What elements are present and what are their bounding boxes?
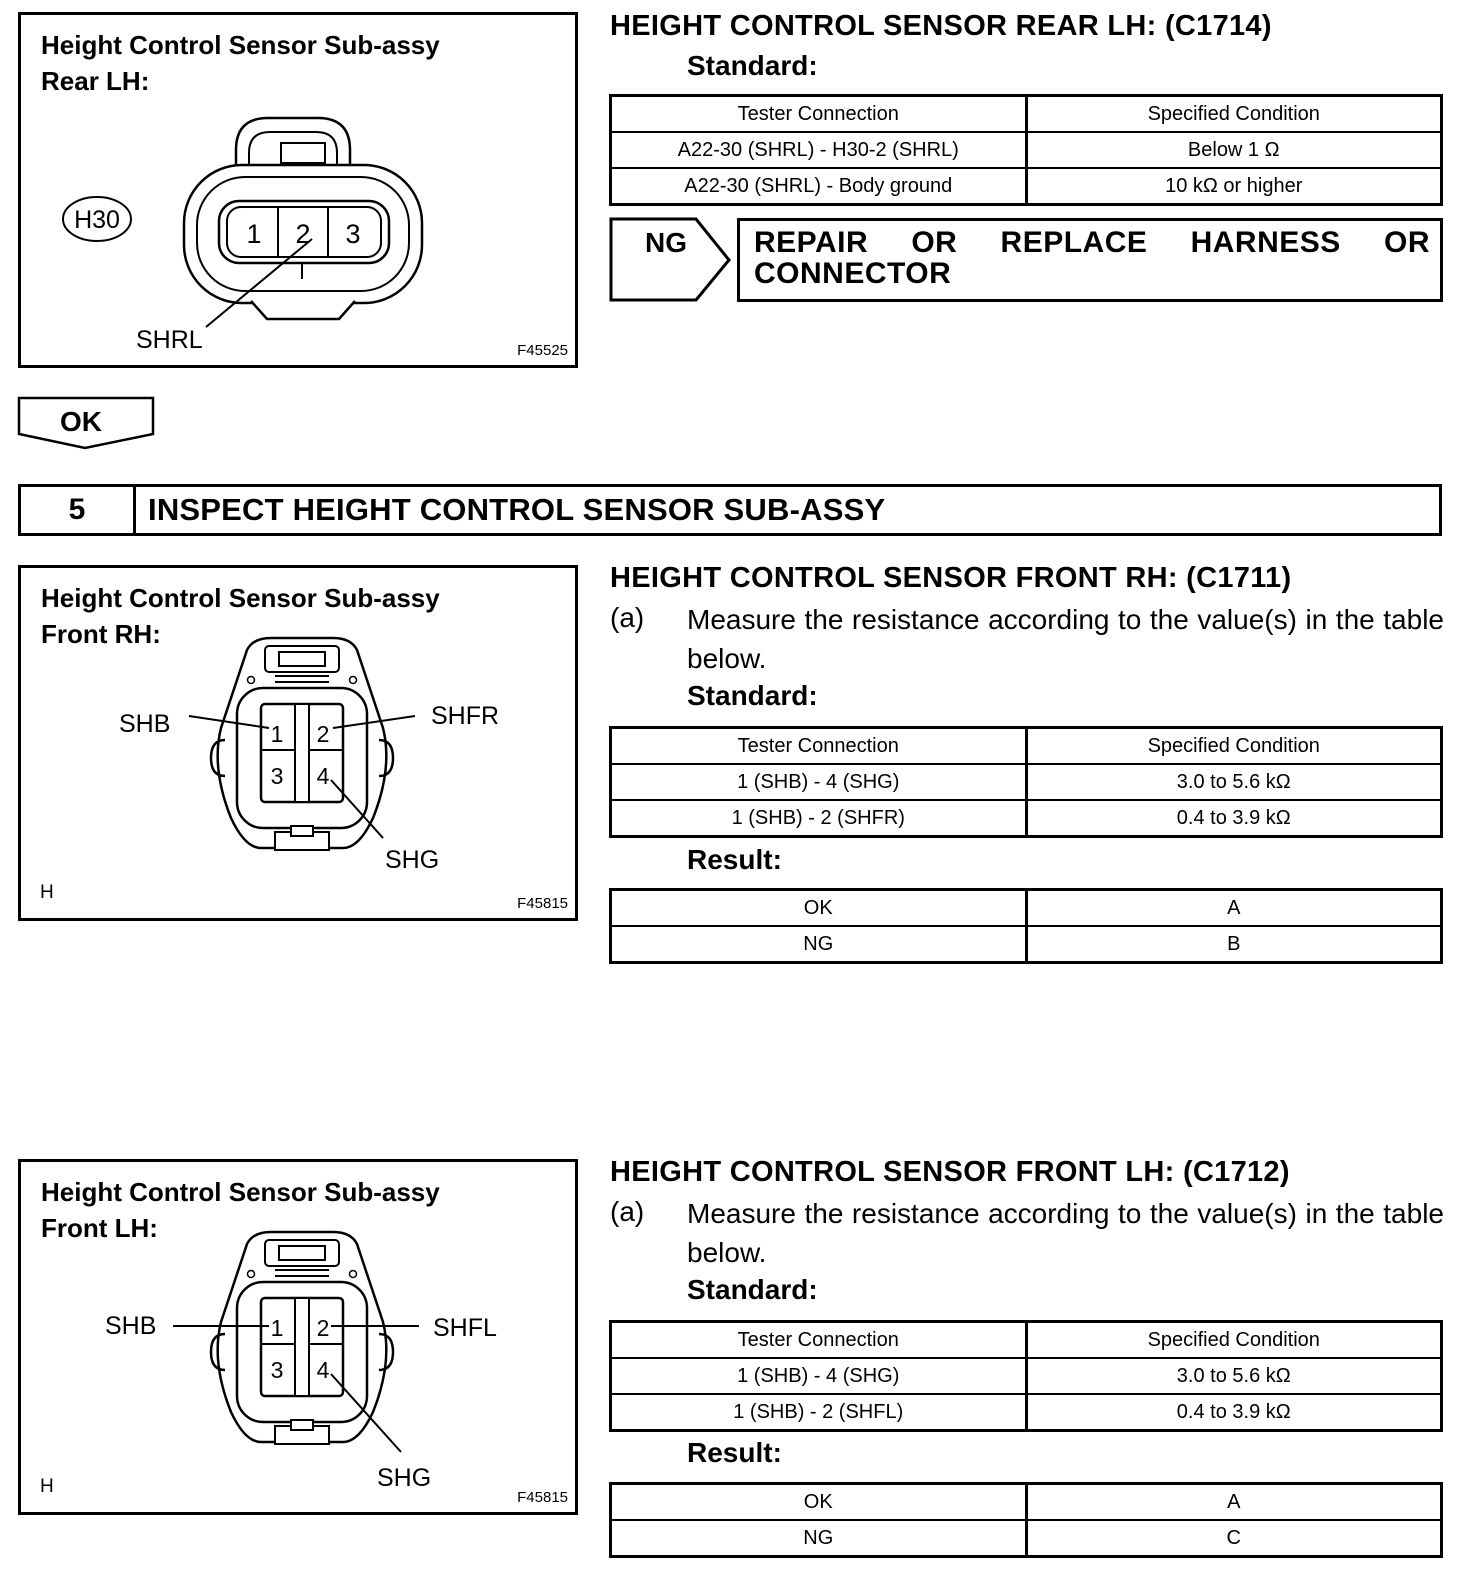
- pin-1: 1: [270, 1315, 284, 1341]
- table-cell: NG: [611, 1520, 1027, 1557]
- connector-id-text: H30: [74, 206, 120, 234]
- table-cell: 1 (SHB) - 2 (SHFR): [611, 800, 1027, 837]
- spec-table-rear-lh: [609, 94, 1443, 206]
- table-row: [611, 132, 1442, 168]
- table-cell: OK: [611, 1484, 1027, 1521]
- table-header: Specified Condition: [1026, 1322, 1442, 1359]
- result-table-front-rh: [609, 888, 1443, 964]
- connector-3pin-diagram: [21, 15, 575, 365]
- para-text: Measure the resistance according to the value(s) in the table below.: [687, 1198, 1444, 1268]
- pin-1: 1: [270, 721, 284, 747]
- ng-action-box: [737, 218, 1443, 302]
- table-cell: C: [1026, 1520, 1442, 1557]
- para-text: Measure the resistance according to the value(s) in the table below.: [687, 604, 1444, 674]
- table-cell: 3.0 to 5.6 kΩ: [1026, 764, 1442, 800]
- figure-title-line1: Height Control Sensor Sub-assy: [41, 1177, 440, 1207]
- figure-front-rh: [18, 565, 578, 921]
- pin-4: 4: [316, 763, 330, 789]
- figure-code: F45815: [517, 895, 568, 912]
- table-cell: 0.4 to 3.9 kΩ: [1026, 1394, 1442, 1431]
- ng-label: NG: [645, 227, 687, 258]
- ng-arrow: [608, 216, 734, 304]
- spec-table-front-rh: [609, 726, 1443, 838]
- step-bar: [18, 484, 1442, 536]
- label-shfr: SHFR: [431, 702, 500, 730]
- section-heading-rear-lh: HEIGHT CONTROL SENSOR REAR LH: (C1714): [610, 10, 1272, 42]
- table-header: Specified Condition: [1026, 96, 1442, 133]
- figure-title-line2: Front RH:: [41, 619, 161, 649]
- result-label: Result:: [687, 844, 782, 875]
- para-label: (a): [610, 602, 645, 633]
- table-cell: A: [1026, 890, 1442, 927]
- section-heading-front-lh: HEIGHT CONTROL SENSOR FRONT LH: (C1712): [610, 1156, 1290, 1188]
- ok-label: OK: [60, 406, 102, 437]
- step-number: 5: [21, 487, 136, 533]
- table-cell: 1 (SHB) - 4 (SHG): [611, 764, 1027, 800]
- table-cell: OK: [611, 890, 1027, 927]
- figure-front-lh: [18, 1159, 578, 1515]
- table-row: [611, 800, 1442, 837]
- standard-label: Standard:: [687, 680, 818, 711]
- standard-label: Standard:: [687, 1274, 818, 1305]
- table-row: [611, 1520, 1442, 1557]
- figure-code: F45815: [517, 1489, 568, 1506]
- table-cell: 0.4 to 3.9 kΩ: [1026, 800, 1442, 837]
- table-header-row: [611, 96, 1442, 133]
- pin-3: 3: [270, 763, 284, 789]
- spec-table-front-lh: [609, 1320, 1443, 1432]
- table-header: Specified Condition: [1026, 728, 1442, 765]
- ok-arrow: [17, 396, 157, 452]
- table-cell: Below 1 Ω: [1026, 132, 1442, 168]
- connector-4pin-diagram: [21, 1162, 575, 1512]
- figure-rear-lh: [18, 12, 578, 368]
- table-cell: NG: [611, 926, 1027, 963]
- para-label: (a): [610, 1196, 645, 1227]
- figure-title-line2: Rear LH:: [41, 66, 150, 96]
- table-row: [611, 1394, 1442, 1431]
- label-shg: SHG: [385, 846, 440, 874]
- pin-4: 4: [316, 1357, 330, 1383]
- pin-3: 3: [270, 1357, 284, 1383]
- result-label: Result:: [687, 1437, 782, 1468]
- figure-corner-mark: H: [40, 882, 54, 903]
- figure-title-line1: Height Control Sensor Sub-assy: [41, 30, 440, 60]
- section-heading-front-rh: HEIGHT CONTROL SENSOR FRONT RH: (C1711): [610, 562, 1292, 594]
- table-cell: A22-30 (SHRL) - Body ground: [611, 168, 1027, 205]
- table-header: Tester Connection: [611, 1322, 1027, 1359]
- label-shg: SHG: [377, 1464, 432, 1492]
- table-row: [611, 764, 1442, 800]
- figure-corner-mark: H: [40, 1476, 54, 1497]
- table-row: [611, 168, 1442, 205]
- table-header-row: [611, 1322, 1442, 1359]
- result-table-front-lh: [609, 1482, 1443, 1558]
- table-cell: A: [1026, 1484, 1442, 1521]
- table-row: [611, 926, 1442, 963]
- standard-label: Standard:: [687, 50, 818, 81]
- pin-1: 1: [246, 219, 262, 249]
- pin-label-shrl: SHRL: [136, 326, 203, 354]
- pin-3: 3: [345, 219, 361, 249]
- table-row: [611, 1484, 1442, 1521]
- table-row: [611, 1358, 1442, 1394]
- table-row: [611, 890, 1442, 927]
- table-header: Tester Connection: [611, 728, 1027, 765]
- pin-2: 2: [295, 219, 311, 249]
- figure-title-line2: Front LH:: [41, 1213, 158, 1243]
- label-shfl: SHFL: [433, 1314, 497, 1342]
- figure-title-line1: Height Control Sensor Sub-assy: [41, 583, 440, 613]
- label-shb: SHB: [119, 710, 171, 738]
- figure-code: F45525: [517, 342, 568, 359]
- table-cell: 3.0 to 5.6 kΩ: [1026, 1358, 1442, 1394]
- connector-4pin-diagram: [21, 568, 575, 918]
- ng-action-text: REPAIR OR REPLACE HARNESS OR CONNECTOR: [754, 226, 1430, 290]
- step-title: INSPECT HEIGHT CONTROL SENSOR SUB-ASSY: [148, 492, 886, 527]
- label-shb: SHB: [105, 1312, 157, 1340]
- pin-2: 2: [316, 1315, 330, 1341]
- table-cell: 10 kΩ or higher: [1026, 168, 1442, 205]
- table-cell: B: [1026, 926, 1442, 963]
- table-header-row: [611, 728, 1442, 765]
- table-cell: 1 (SHB) - 2 (SHFL): [611, 1394, 1027, 1431]
- table-header: Tester Connection: [611, 96, 1027, 133]
- table-cell: 1 (SHB) - 4 (SHG): [611, 1358, 1027, 1394]
- table-cell: A22-30 (SHRL) - H30-2 (SHRL): [611, 132, 1027, 168]
- pin-2: 2: [316, 721, 330, 747]
